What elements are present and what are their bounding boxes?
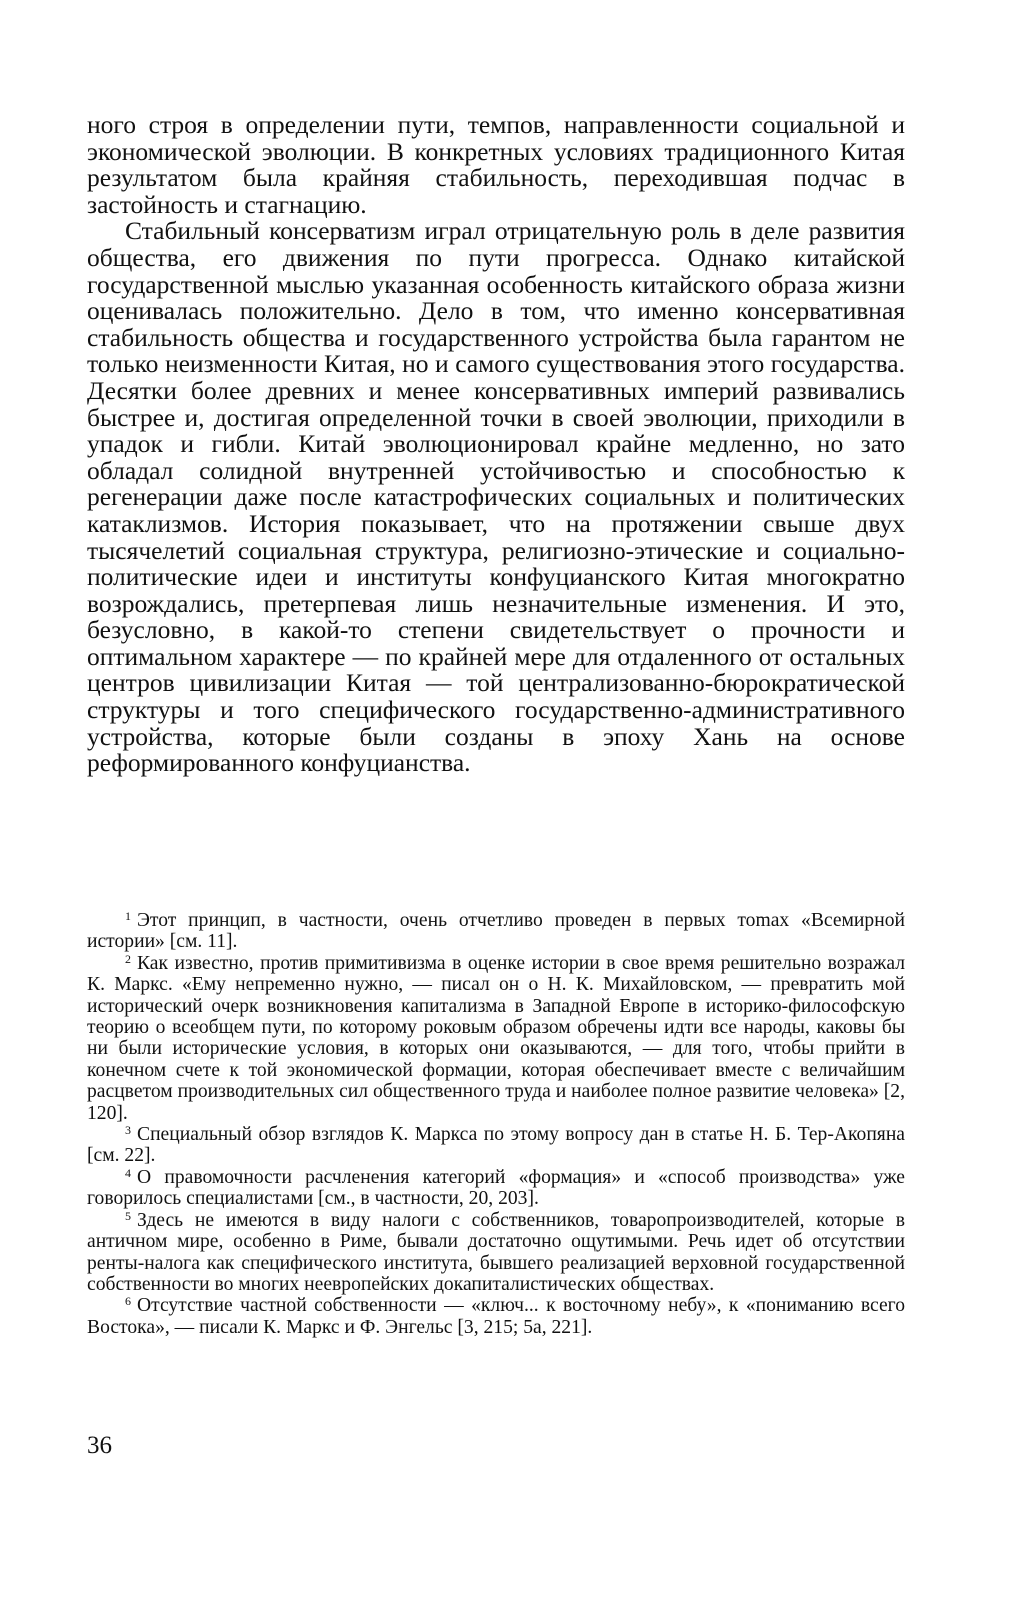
footnote-text: Как известно, против примитивизма в оценке истории в свое время решительно возражал К. Маркс. «Ему непременно нужно, — писал он о Н. К. Михайловском, — превратить мой исторический очерк возникновения капитализма в Западной Европе в историко-философскую теорию о всеобщем пути, по которому роковым образом обречены идти все народы, каковы бы ни были исторические условия, в которых они оказываются, — для того, чтобы прийти в конечном счете к той экономической формации, которая обеспечивает вместе с величайшим расцветом производительных сил общественного труда и наиболее полное развитие человека» [2, 120]. [87, 952, 905, 1124]
paragraph-continuation: ного строя в определении пути, темпов, направленности социальной и экономической эволюции. В конкретных условиях традиционного Китая результатом была крайняя стабильность, переходившая подчас в застойность и стагнацию. [87, 110, 905, 219]
footnote-marker: 4 [125, 1165, 131, 1180]
footnote-text: Специальный обзор взглядов К. Маркса по этому вопросу дан в статье Н. Б. Тер-Акопяна [см. 22]. [87, 1124, 905, 1167]
main-text [87, 112, 905, 777]
footnote [87, 953, 905, 1124]
footnote-text: Этот принцип, в частности, очень отчетливо проведен в первых тоmax «Всемирной истории» [см. 11]. [87, 910, 905, 953]
footnote [87, 1295, 905, 1338]
footnote-marker: 5 [125, 1208, 131, 1223]
footnote [87, 1210, 905, 1296]
footnote-marker: 1 [125, 909, 131, 923]
page-number: 36 [87, 1432, 112, 1459]
footnote [87, 1167, 905, 1210]
footnote-marker: 3 [125, 1123, 131, 1138]
footnote [87, 1124, 905, 1167]
footnote-text: Здесь не имеются в виду налоги с собственников, товаропроизводителей, которые в античном мире, особенно в Риме, бывали достаточно ощутимыми. Речь идет об отсутствии ренты-налога как специфического института, бывшего реализацией верховной государственной собственности во многих неевропейских докапиталистических обществах. [87, 1209, 905, 1295]
footnote [87, 910, 905, 953]
footnote-marker: 2 [125, 951, 131, 966]
footnote-marker: 6 [125, 1294, 131, 1309]
footnote-text: Отсутствие частной собственности — «ключ... к восточному небу», к «пониманию всего Востока», — писали К. Маркс и Ф. Энгельс [3, 215; 5а, 221]. [87, 1295, 905, 1338]
footnotes [87, 910, 905, 1338]
footnote-text: О правомочности расчленения категорий «формация» и «способ производства» уже говорилось специалистами [см., в частности, 20, 203]. [87, 1166, 905, 1210]
paragraph: Стабильный консерватизм играл отрицательную роль в деле развития общества, его движения по пути прогресса. Однако китайской государственной мыслью указанная особенность китайского образа жизни оценивалась положительно. Дело в том, что именно консервативная стабильность общества и государственного устройства была гарантом не только неизменности Китая, но и самого существования этого государства. Десятки более древних и менее консервативных империй развивались быстрее и, достигая определенной точки в своей эволюции, приходили в упадок и гибли. Китай эволюционировал крайне медленно, но зато обладал солидной внутренней устойчивостью и способностью к регенерации даже после катастрофических социальных и политических катаклизмов. История показывает, что на протяжении свыше двух тысячелетий социальная структура, религиозно-этические и социально-политические идеи и институты конфуцианского Китая многократно возрождались, претерпевая лишь незначительные изменения. И это, безусловно, в какой-то степени свидетельствует о прочности и оптимальном характере — по крайней мере для отдаленного от остальных центров цивилизации Китая — той централизованно-бюрократической структуры и того специфического государственно-административного устройства, которые были созданы в эпоху Хань на основе реформированного конфуцианства. [87, 216, 905, 778]
